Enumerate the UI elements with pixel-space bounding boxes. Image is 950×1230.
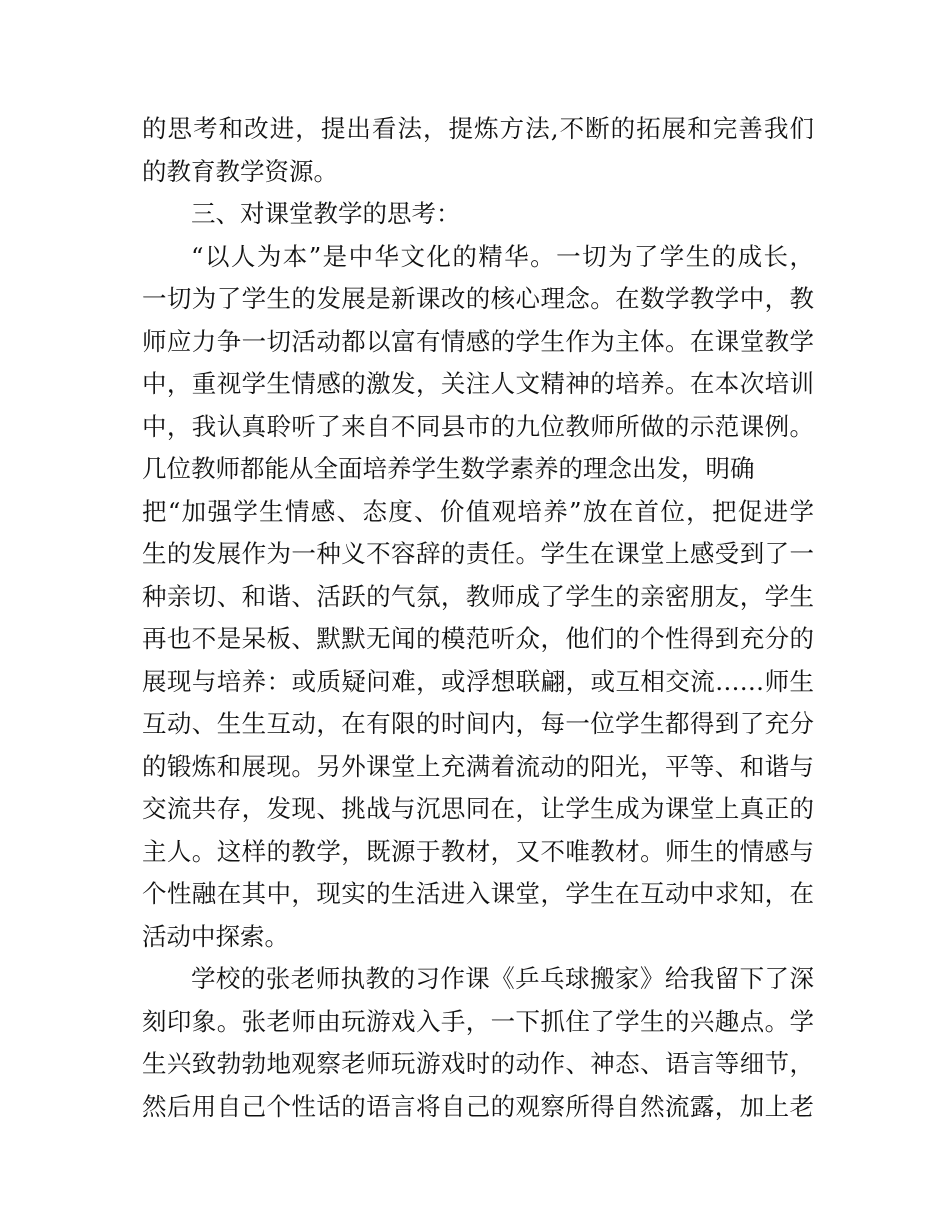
- text-line: 把“加强学生情感、态度、价值观培养”放在首位，把促进学: [142, 496, 814, 526]
- text-line: 然后用自己个性话的语言将自己的观察所得自然流露，加上老: [142, 1091, 814, 1121]
- paragraph-first-line: 学校的张老师执教的习作课《乒乓球搬家》给我留下了深: [191, 964, 814, 993]
- section-heading: 三、对课堂教学的思考：: [191, 199, 461, 228]
- text-line: 个性融在其中，现实的生活进入课堂，学生在互动中求知，在: [142, 879, 814, 908]
- text-line: 的锻炼和展现。另外课堂上充满着流动的阳光，平等、和谐与: [142, 751, 814, 781]
- text-line: 一切为了学生的发展是新课改的核心理念。在数学教学中，教: [142, 284, 814, 313]
- text-line: 中，我认真聆听了来自不同县市的九位教师所做的示范课例。: [142, 411, 814, 441]
- text-line: 刻印象。张老师由玩游戏入手，一下抓住了学生的兴趣点。学: [142, 1006, 814, 1036]
- text-line: 展现与培养：或质疑问难，或浮想联翩，或互相交流……师生: [142, 666, 814, 696]
- text-line: 活动中探索。: [142, 921, 289, 951]
- text-line: 的思考和改进，提出看法，提炼方法,不断的拓展和完善我们: [142, 114, 814, 143]
- text-line: 师应力争一切活动都以富有情感的学生作为主体。在课堂教学: [142, 326, 814, 356]
- text-line: 互动、生生互动，在有限的时间内，每一位学生都得到了充分: [142, 709, 814, 738]
- document-body: [142, 108, 814, 1128]
- text-line: 的教育教学资源。: [142, 156, 338, 186]
- text-line: 种亲切、和谐、活跃的气氛，教师成了学生的亲密朋友，学生: [142, 581, 814, 611]
- paragraph-first-line: “以人为本”是中华文化的精华。一切为了学生的成长，: [191, 241, 814, 271]
- text-line: 中，重视学生情感的激发，关注人文精神的培养。在本次培训: [142, 369, 814, 398]
- text-line: 生的发展作为一种义不容辞的责任。学生在课堂上感受到了一: [142, 539, 814, 568]
- text-line: 几位教师都能从全面培养学生数学素养的理念出发，明确: [142, 454, 755, 483]
- text-line: 交流共存，发现、挑战与沉思同在，让学生成为课堂上真正的: [142, 794, 814, 823]
- text-line: 再也不是呆板、默默无闻的模范听众，他们的个性得到充分的: [142, 624, 814, 653]
- text-line: 主人。这样的教学，既源于教材，又不唯教材。师生的情感与: [142, 836, 814, 866]
- text-line: 生兴致勃勃地观察老师玩游戏时的动作、神态、语言等细节，: [142, 1049, 814, 1078]
